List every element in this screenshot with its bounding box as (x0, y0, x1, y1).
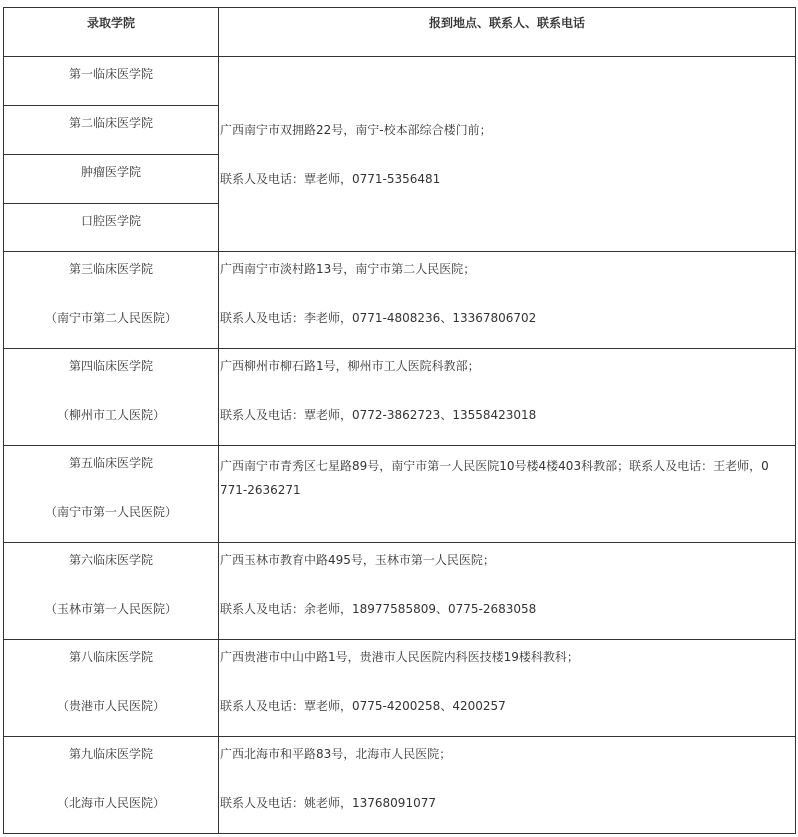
contact-text: 771-2636271 (220, 483, 301, 497)
address-text: 广西贵港市中山中路1号，贵港市人民医院内科医技楼19楼科教科； (220, 650, 579, 664)
address-cell (219, 640, 796, 737)
table-row (4, 252, 796, 349)
college-name: 第四临床医学院 (68, 359, 153, 373)
table-row (4, 349, 796, 446)
admission-table (3, 7, 796, 834)
address-cell (219, 543, 796, 640)
hospital-name: （柳州市工人医院） (56, 408, 165, 422)
contact-text: 联系人及电话：覃老师，0775-4200258、4200257 (220, 699, 506, 713)
college-cell (4, 640, 219, 737)
college-name: 第五临床医学院 (68, 456, 153, 470)
college-name: 第六临床医学院 (68, 553, 153, 567)
table-header-row (4, 8, 796, 57)
college-name: 第三临床医学院 (68, 262, 153, 276)
college-name: 第八临床医学院 (68, 650, 153, 664)
header-college-label: 录取学院 (86, 16, 135, 30)
hospital-name: （北海市人民医院） (56, 796, 165, 810)
address-text: 广西柳州市柳石路1号，柳州市工人医院科教部； (220, 359, 480, 373)
header-report (219, 8, 796, 57)
contact-text: 联系人及电话：姚老师，13768091077 (220, 796, 436, 810)
hospital-name: （南宁市第二人民医院） (44, 311, 177, 325)
address-cell (219, 252, 796, 349)
address-cell (219, 349, 796, 446)
college-cell (4, 349, 219, 446)
address-cell (219, 737, 796, 834)
address-cell (219, 446, 796, 543)
contact-text: 联系人及电话：李老师，0771-4808236、13367806702 (220, 311, 537, 325)
college-name: 第一临床医学院 (68, 67, 153, 81)
table-row (4, 446, 796, 543)
college-name: 口腔医学院 (80, 214, 141, 228)
college-cell (4, 57, 219, 106)
college-name: 肿瘤医学院 (80, 165, 141, 179)
college-cell (4, 446, 219, 543)
address-text: 广西北海市和平路83号，北海市人民医院； (220, 747, 452, 761)
table-row (4, 543, 796, 640)
college-cell (4, 155, 219, 204)
contact-text: 联系人及电话：覃老师，0771-5356481 (220, 171, 441, 186)
college-cell (4, 737, 219, 834)
college-name: 第九临床医学院 (68, 747, 153, 761)
college-cell (4, 252, 219, 349)
table-row (4, 57, 796, 106)
contact-text: 联系人及电话：余老师，18977585809、0775-2683058 (220, 602, 537, 616)
hospital-name: （南宁市第一人民医院） (44, 505, 177, 519)
address-text: 广西南宁市青秀区七星路89号，南宁市第一人民医院10号楼4楼403科教部；联系人及电话：王老师，0 (220, 459, 769, 473)
college-cell (4, 543, 219, 640)
address-text: 广西南宁市双拥路22号，南宁-校本部综合楼门前； (220, 122, 492, 137)
address-text: 广西玉林市教育中路495号，玉林市第一人民医院； (220, 553, 495, 567)
table-row (4, 737, 796, 834)
address-text: 广西南宁市淡村路13号，南宁市第二人民医院； (220, 262, 476, 276)
college-name: 第二临床医学院 (68, 116, 153, 130)
address-cell (219, 57, 796, 252)
table-row (4, 640, 796, 737)
contact-text: 联系人及电话：覃老师，0772-3862723、13558423018 (220, 408, 537, 422)
header-report-label: 报到地点、联系人、联系电话 (428, 16, 585, 30)
hospital-name: （玉林市第一人民医院） (44, 602, 177, 616)
header-college (4, 8, 219, 57)
hospital-name: （贵港市人民医院） (56, 699, 165, 713)
college-cell (4, 204, 219, 252)
college-cell (4, 106, 219, 155)
